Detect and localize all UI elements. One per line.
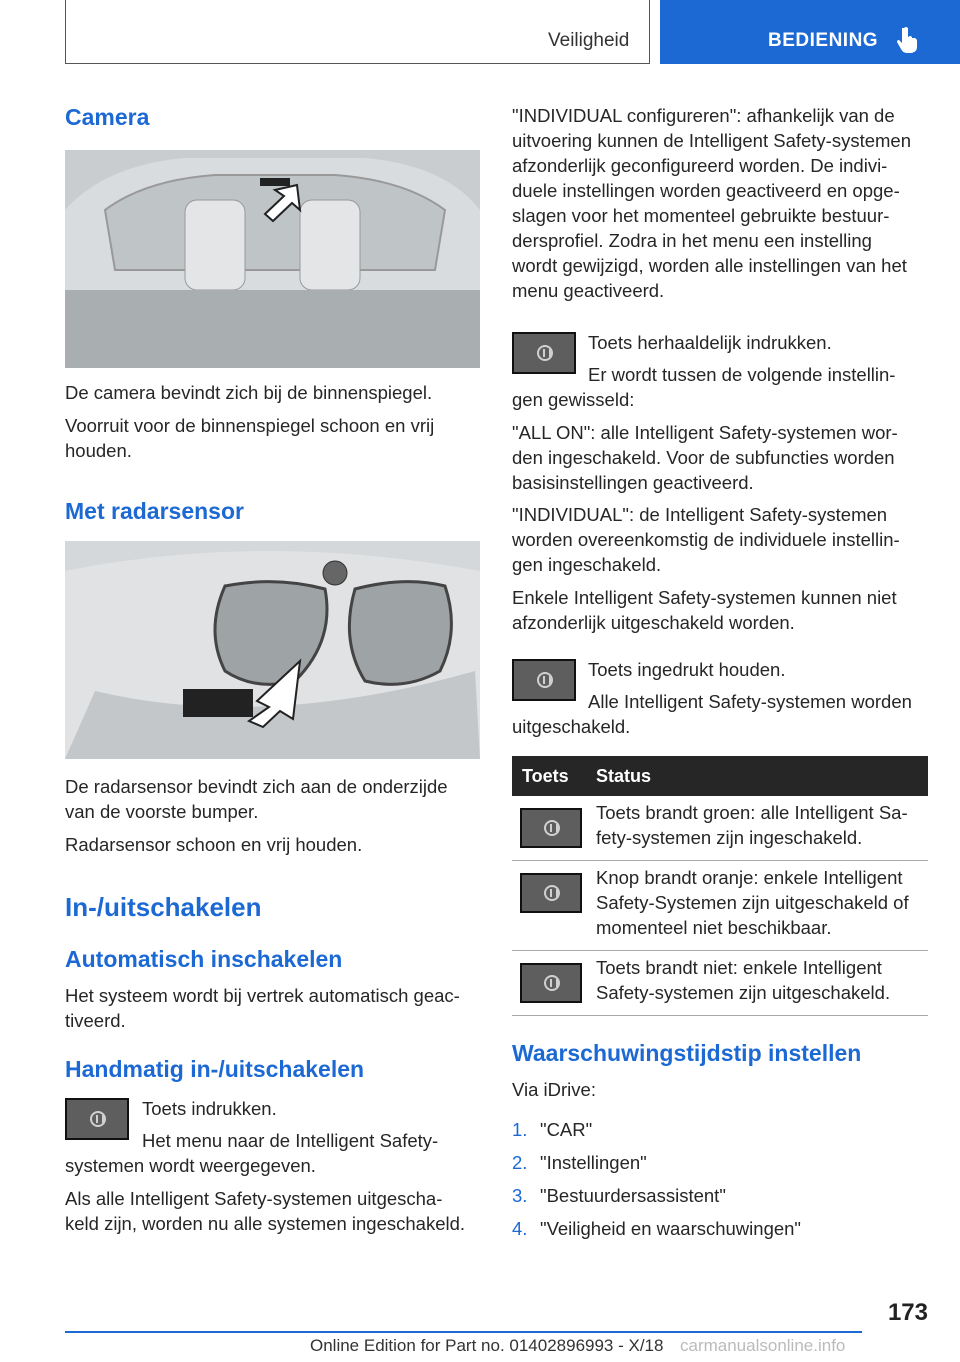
step-number: 1. [512,1119,528,1140]
row-text-l1: Toets brandt groen: alle Intelligent Sa- [596,802,908,823]
repeat-l2: Er wordt tussen de volgende instellin- [588,364,896,385]
onoff-heading: In-/uitschakelen [65,892,262,922]
step-text: "Bestuurdersassistent" [540,1185,726,1206]
some-b: afzonderlijk uitgeschakeld worden. [512,612,795,633]
watermark: carmanualsonline.info [680,1336,846,1355]
indiv-b: worden overeenkomstig de individuele instellin- [512,529,900,550]
warn-via: Via iDrive: [512,1079,596,1100]
page-number: 173 [887,1299,928,1326]
step-text: "Veiligheid en waarschuwingen" [540,1218,801,1239]
step-number: 3. [512,1185,528,1206]
config-line-6: dersprofiel. Zodra in het menu een instelling [512,230,872,251]
row-text-l2: Safety-Systemen zijn uitgeschakeld of [596,892,909,913]
allon-a: "ALL ON": alle Intelligent Safety-systemen wor- [512,422,898,443]
step-number: 2. [512,1152,528,1173]
manual-heading: Handmatig in-/uitschakelen [65,1056,365,1082]
row-text-l2: fety-systemen zijn ingeschakeld. [596,827,863,848]
table-row [512,861,928,951]
hold-l3: uitgeschakeld. [512,716,631,737]
safety-button-green-icon [520,808,582,848]
manual-p2b: keld zijn, worden nu alle systemen ingeschakeld. [65,1213,466,1234]
row-text-l1: Knop brandt oranje: enkele Intelligent [596,867,903,888]
status-table [512,756,928,1016]
safety-button-off-icon [520,963,582,1003]
table-row [512,796,928,861]
config-line-5: slagen voor het momenteel gebruikte bestuur- [512,205,890,226]
camera-p2a: Voorruit voor de binnenspiegel schoon en vrij [65,415,435,436]
config-line-8: menu geactiveerd. [512,280,665,301]
repeat-l3: gen gewisseld: [512,389,635,410]
radar-illustration [65,541,480,759]
allon-c: basisinstellingen geactiveerd. [512,472,754,493]
config-line-3: afzonderlijk geconfigureerd worden. De indivi- [512,155,888,176]
some-a: Enkele Intelligent Safety-systemen kunnen niet [512,587,897,608]
list-item [512,1179,801,1212]
header-section-title: Veiligheid [548,30,630,51]
config-line-7: wordt gewijzigd, worden alle instellingen van het [512,255,907,276]
step-text: "Instellingen" [540,1152,647,1173]
table-row [512,951,928,1016]
auto-p1a: Het systeem wordt bij vertrek automatisch geac- [65,985,460,1006]
safety-button-orange-icon [520,873,582,913]
list-item [512,1146,801,1179]
hold-l1: Toets ingedrukt houden. [588,659,786,680]
row-text-l2: Safety-systemen zijn uitgeschakeld. [596,982,891,1003]
list-item [512,1113,801,1146]
allon-b: den ingeschakeld. Voor de subfuncties worden [512,447,895,468]
footer-edition: Online Edition for Part no. 01402896993 - X/18 [310,1336,664,1355]
col-header-toets: Toets [512,756,592,796]
footer-divider [65,1331,862,1333]
tab-bediening[interactable] [660,0,960,64]
manual-l2: Het menu naar de Intelligent Safety- [142,1130,439,1151]
auto-heading: Automatisch inschakelen [65,946,343,972]
step-text: "CAR" [540,1119,593,1140]
camera-p1: De camera bevindt zich bij de binnenspiegel. [65,382,433,403]
row-text-l3: momenteel niet beschikbaar. [596,917,832,938]
idrive-steps [512,1113,801,1245]
safety-button-icon [512,332,576,374]
list-item [512,1212,801,1245]
repeat-l1: Toets herhaaldelijk indrukken. [588,332,832,353]
config-line-2: uitvoering kunnen de Intelligent Safety-systemen [512,130,912,151]
camera-p2b: houden. [65,440,132,461]
radar-p1a: De radarsensor bevindt zich aan de onderzijde [65,776,448,797]
indiv-c: gen ingeschakeld. [512,554,662,575]
hold-l2: Alle Intelligent Safety-systemen worden [588,691,912,712]
radar-p2: Radarsensor schoon en vrij houden. [65,834,363,855]
config-line-1: "INDIVIDUAL configureren": afhankelijk van de [512,105,895,126]
safety-button-icon [65,1098,129,1140]
camera-heading: Camera [65,104,150,130]
tab-bediening-label: BEDIENING [768,30,879,51]
col-header-status: Status [592,756,928,796]
warn-heading: Waarschuwingstijdstip instellen [512,1040,862,1066]
step-number: 4. [512,1218,528,1239]
camera-illustration [65,150,480,368]
pointing-hand-icon [896,26,920,54]
auto-p1b: tiveerd. [65,1010,126,1031]
safety-button-icon [512,659,576,701]
config-line-4: duele instellingen worden geactiveerd en opge- [512,180,900,201]
manual-p2a: Als alle Intelligent Safety-systemen uitgescha- [65,1188,443,1209]
manual-l1: Toets indrukken. [142,1098,277,1119]
manual-l3: systemen wordt weergegeven. [65,1155,316,1176]
row-text-l1: Toets brandt niet: enkele Intelligent [596,957,882,978]
indiv-a: "INDIVIDUAL": de Intelligent Safety-systemen [512,504,888,525]
radar-p1b: van de voorste bumper. [65,801,259,822]
radar-heading: Met radarsensor [65,498,244,524]
